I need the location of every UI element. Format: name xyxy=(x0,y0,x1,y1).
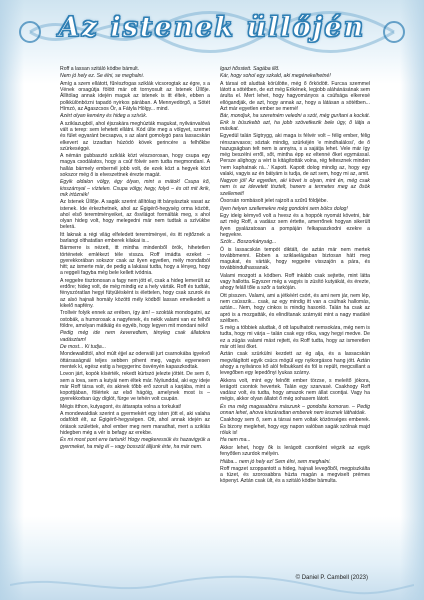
story-paragraph: Csakhogy sem ő, sem a társai nem voltak közönséges emberek. És bizony meglehet, hogy egy napon valóban sagák szólnak majd róluk is! xyxy=(220,417,370,436)
story-paragraph: A reggelre tisztonosan a fagy nem jött el, csak a hideg lemerült az erdőre; hideg volt, de még mindig ez a hely várták. Roff és tudták, fényszóratlan hegyi fütyülésként is élettelen, hogy csak szurok és az alsó hajnali homály közötti mély ködből lassan emelkedett a kikelő napfény. xyxy=(60,277,210,309)
bottom-knot-icon xyxy=(10,574,414,596)
story-paragraph: De most... Ki tudja... xyxy=(60,343,107,350)
story-paragraph: Nem jó hely ez. Se élni, se meghalni. xyxy=(60,73,145,80)
story-paragraph: A sziklazugból, ahol éjszakára meghúzták magukat, nyilvánvalóvá vált a terep: sem lehetett ellátni. Kód ülte meg a völgyet, szemet és fület egyaránt becsapva, s az alant gomolygó para lassacskán elkevert az izzadtan húzódó kövek gerincére a felhőkbe szürkeséggé. xyxy=(60,120,210,152)
story-paragraph: A mondewaldiak szerint a gyermekért egy isten jött el, aki valaha odaföldt élt, az Égigérő-hegységen. Ott, ahol annak idején az óriások születtek, ahol ember meg nem maradhat, mert a sziklás hidegben még a vér is befagy az erekbe. xyxy=(60,411,210,436)
story-paragraph: Trollvér folyik ennek az erében, így ám! – szokták mondogatni, az ostobák, a humorosak a nagyfenek, és nekik valami van ez felhői földre, amolyan mátkáig és egyéb, hogy legyen mit mondani néki! xyxy=(60,310,210,329)
text-column-left xyxy=(60,66,210,571)
story-paragraph: Amíg a szem ellátott, fűrészfogas sziklák vicsorogtak az égre, s a Vének orsagútja fölött már ott tornyosult az Istenek Üllője. Állítólag annak idején maguk az istenek is itt éltek, ebben a polkkülönbözni tapadó nyirkos párában. A Mennyedörgő, a Sötét Hímzó, az Agaszcsos Ör, a Fátyla Hölgy... mind. xyxy=(60,80,210,112)
story-paragraph: Mondewalldtól, ahol múlt éjjel az odenváli jurt csarnokába igyekvő öttársaságnál teljes sebben pihent meg, vagyis egyenesen mentek ki, egész estig a hegygerinc ösvényén kapaszkodtak. xyxy=(60,351,210,370)
story-paragraph: Lovon járt, kopók kísérték, rekedt kürtszó jelezte jöttét. De sem ő, sem a lova, sem a kutyái nem éltek már. Nyiiunddal, aki egy ideje már Roff társa volt, és akinek tőbb erő szorult a karjába, mint a kopottjában, fölértek az első hágóig, amelynek most is – gyerekkorban ügy díglót, fürge ve tehén volt csupán. xyxy=(60,371,210,403)
story-paragraph: Ilyen helyen szellemekre még gondolni sem bölcs dolog! xyxy=(220,205,348,212)
story-paragraph: Pedig még ide nem keveredtem, tényleg csak állatokra vadásztam! xyxy=(60,330,210,343)
copyright-notice: © Daniel P. Cambell (2023) xyxy=(295,575,368,581)
story-paragraph: Valami mozgott a ködben. Roff inkább csak sejtette, mint látta vagy hallotta. Egyszer még a vagyis is zúsító kutyákát, és érezte, ahogy feláll tőle a szőr a tarkóján. xyxy=(220,272,370,292)
story-paragraph: Egy ideig kémyvő volt a hvesz és a hoppók nyomát követni, bár azt még Roff, a vadász sem értette, amerrőnek hogyan sikerült ilyen gyalázatosan a pompáján felkapaszkodni ezekre a hegyekre. xyxy=(220,213,370,238)
story-paragraph: Egyik oldalon völgy, égy ólyan, mint a mátok! Csupa kő, kisszárnyal – víztelen. Csupa völgy, hegy, folyó – és ott mit ikrik, mik irtóznék! xyxy=(60,179,210,198)
story-paragraph: Nagyon jól! Az egyetlen, aki követ is olyan, mint én, még csak nem is az idevetett tisztelt, hanem a termetes meg az ősök szellemeit! xyxy=(220,178,370,197)
story-paragraph: Roff magzet szoppantott a hideg, hajnali levegőből, megpiszkálta a tüzet, és szorosabbra húzta magán a megviselt prémes köpenyt. Aztán csak ült, és a szitáló ködbe bámulta. xyxy=(220,465,370,485)
story-paragraph: Itt laknak a régi világ elfeledett teremtményei, és itt rejtőznek a barlangi olthatatlan emberek kilakai is... xyxy=(60,231,210,244)
story-paragraph: Roff a lassan szitáló ködbe bámult. xyxy=(60,66,140,72)
text-columns xyxy=(60,66,370,571)
story-paragraph: Bár, mondjuk, ha szeretném veledni a szót, még gurítani a kockát. Erik is büszkebb azt, ha jobb szövetkezik bele úgy, ő látja a másikat. xyxy=(220,113,370,132)
story-paragraph: Mégis itthon, kutyagont, és áttarapta volna a torkukat! xyxy=(60,403,182,410)
story-paragraph: S még a többiek aludtak, ő ott lapulhatott nemsokára, még nem is tudta, hogy mi várja – talán csak egy róka, vagy hegyi medve. De ez a zúgás valami mást rejtett, és Roff tudta, hogy az ismeretlen már ott lesi őket. xyxy=(220,325,370,350)
story-paragraph: Azért olyan kemény és hideg a szívük. xyxy=(60,113,148,120)
story-paragraph: Akkor lehet, hogy ők is lerágott csontként végzik az egyik fenyőtlen szurdok mélyén. xyxy=(220,444,370,458)
story-paragraph: Ott pisszen. Valami, ami a jétkéért csórt, és ami nem jár, nem lép, nem csússzik... csak, az egy mindig itt van a csúfnak hallomás, aztán... Nem, hogy cinkos is mindig hasonló. Talán ha csak az apró is a mozgatták, és elindítanak szárnyát mint a nagy madáré szélben. xyxy=(220,292,370,324)
frost-border-left xyxy=(0,0,24,600)
story-paragraph: Ősorsán rombásolt jelet rajzolt a szűrű földjébe. xyxy=(220,198,328,205)
story-paragraph: És ma még magasabbra mászunk – gondolta komoran. – Pedig onnan lehet, ahova kiszáradtan emberek nem lesznek láthatóak. xyxy=(220,403,370,416)
story-paragraph: Aztán csak szürkülni kezdett az ég alja, és a lassacskán megvilágított egyik csúcs mögül egy nyikorgásos hang jött. Aztán ahogy a nyilvános kő alól felbukkant és föl is repült, megcsillant a levegőben egy lepedőnyi lyukas szárny. xyxy=(220,351,370,377)
story-paragraph: Ha nem ma... xyxy=(220,437,251,444)
story-paragraph: Az Istenek Üllője. A sagák szerint állítólag itt bányásztak vasat az istenek. Ide érkezhetnek, ahol az Égigérő-hegység orma között, ahol első teremtményeiket, az ősvilágot formálták meg, s ahol olyan hideg volt, hogy melegedni már nem tudtak a szívükbe belerá. xyxy=(60,199,210,231)
text-column-right xyxy=(220,66,370,571)
story-paragraph: Igazi hősstett. Sagába illő. xyxy=(220,66,280,72)
story-paragraph: A némán gubbasztó sziklák közt vészsorosan, hogy csupa egy magya csodálatos, hogy a csúf fölvér sem tudta megmondani. A hallás bármely embernél jobb volt, de ezek közt a hegyek közt sokszor még ő is elveszettnek érezte magát. xyxy=(60,153,210,178)
page-title: Az istenek üllőjén xyxy=(58,12,366,43)
story-paragraph: És mi most pont erre tartunk! Hogy megkeressük és hazavigyük a gyermeket, ha még él – vagy bosszút álljunk érte, ha már nem. xyxy=(60,437,210,450)
story-paragraph: Szólr... Boszorkányság... xyxy=(220,239,277,246)
story-paragraph: Bármerre is nézett, itt mintha mindenből örök, hihetetlen történetek emlékezt téle vissza. Roff imádta ezeket – gyerekkorában sokszor csak az ilyen egyetlen, mély mondatból hitt; az ismerte már, de pedig a lakásai tudta, hogy a lényeg, hogy a reggeli fagyba még bele kellett ivódnia. xyxy=(60,245,210,277)
story-paragraph: Hiába... nem jó hely ez! Sem élni, sem meghalni. xyxy=(220,458,331,465)
story-paragraph: Akkora volt, mint egy felnőtt ember törzse, s meleítő jókora, lerágott csontok hevertek. Talán egy szarvasé. Csakhogy Roff vadász volt, és tudta, hogy amazok nem állat csontjai. Vagy ha mégis, akkor olyan állatot ő még sohasem látott. xyxy=(220,377,370,403)
story-paragraph: Kár, hogy sohol egy szkald, aki megénekelhetné! xyxy=(220,73,331,80)
story-paragraph: A társai ott aludtak körülötte, még ő őrködött. Furcsa szemmel látott a sötétben, de ezt még Erikének, legjobb aláhánásának sem árulta el. Mert lehet, hogy hagyományos a csúfsága elkeresé ellógandják, de azt, hogy annak az, hogy a látásan a sötétben... Azt már egyetlen ember se merné! xyxy=(220,80,370,112)
story-paragraph: Egyedül talán Sigtrygg, aki maga is félvér volt – félig ember, félig rénszarvasos; sóztak mindig, szürkéjén 'e mindhalálosi', de ő hazugságban telt nem is annyira, s a sajátja lehet. Vele már így még beszélni erről, sőt, mintha épp ez eltenné őket egymással. Persze alighogy a vért is kitágították volna, rég feltesznek minden 'nem kaphatnak rá...' Kapott. Kapott dolog mindig az, hogy egy valaki, vagyis az én bátyám is tudja, de azt sem, hogy mi az, amit. xyxy=(220,133,370,177)
story-paragraph: Ő is lassacskán tempót diktált, de aztán már nem mertek továbbmenni. Ebben a sziklaelágaban biztosan hátt meg magukat, és várták, hogy reggelre visszajön a pára, és továbbindulhassanak. xyxy=(220,246,370,272)
frost-border-right xyxy=(400,0,424,600)
